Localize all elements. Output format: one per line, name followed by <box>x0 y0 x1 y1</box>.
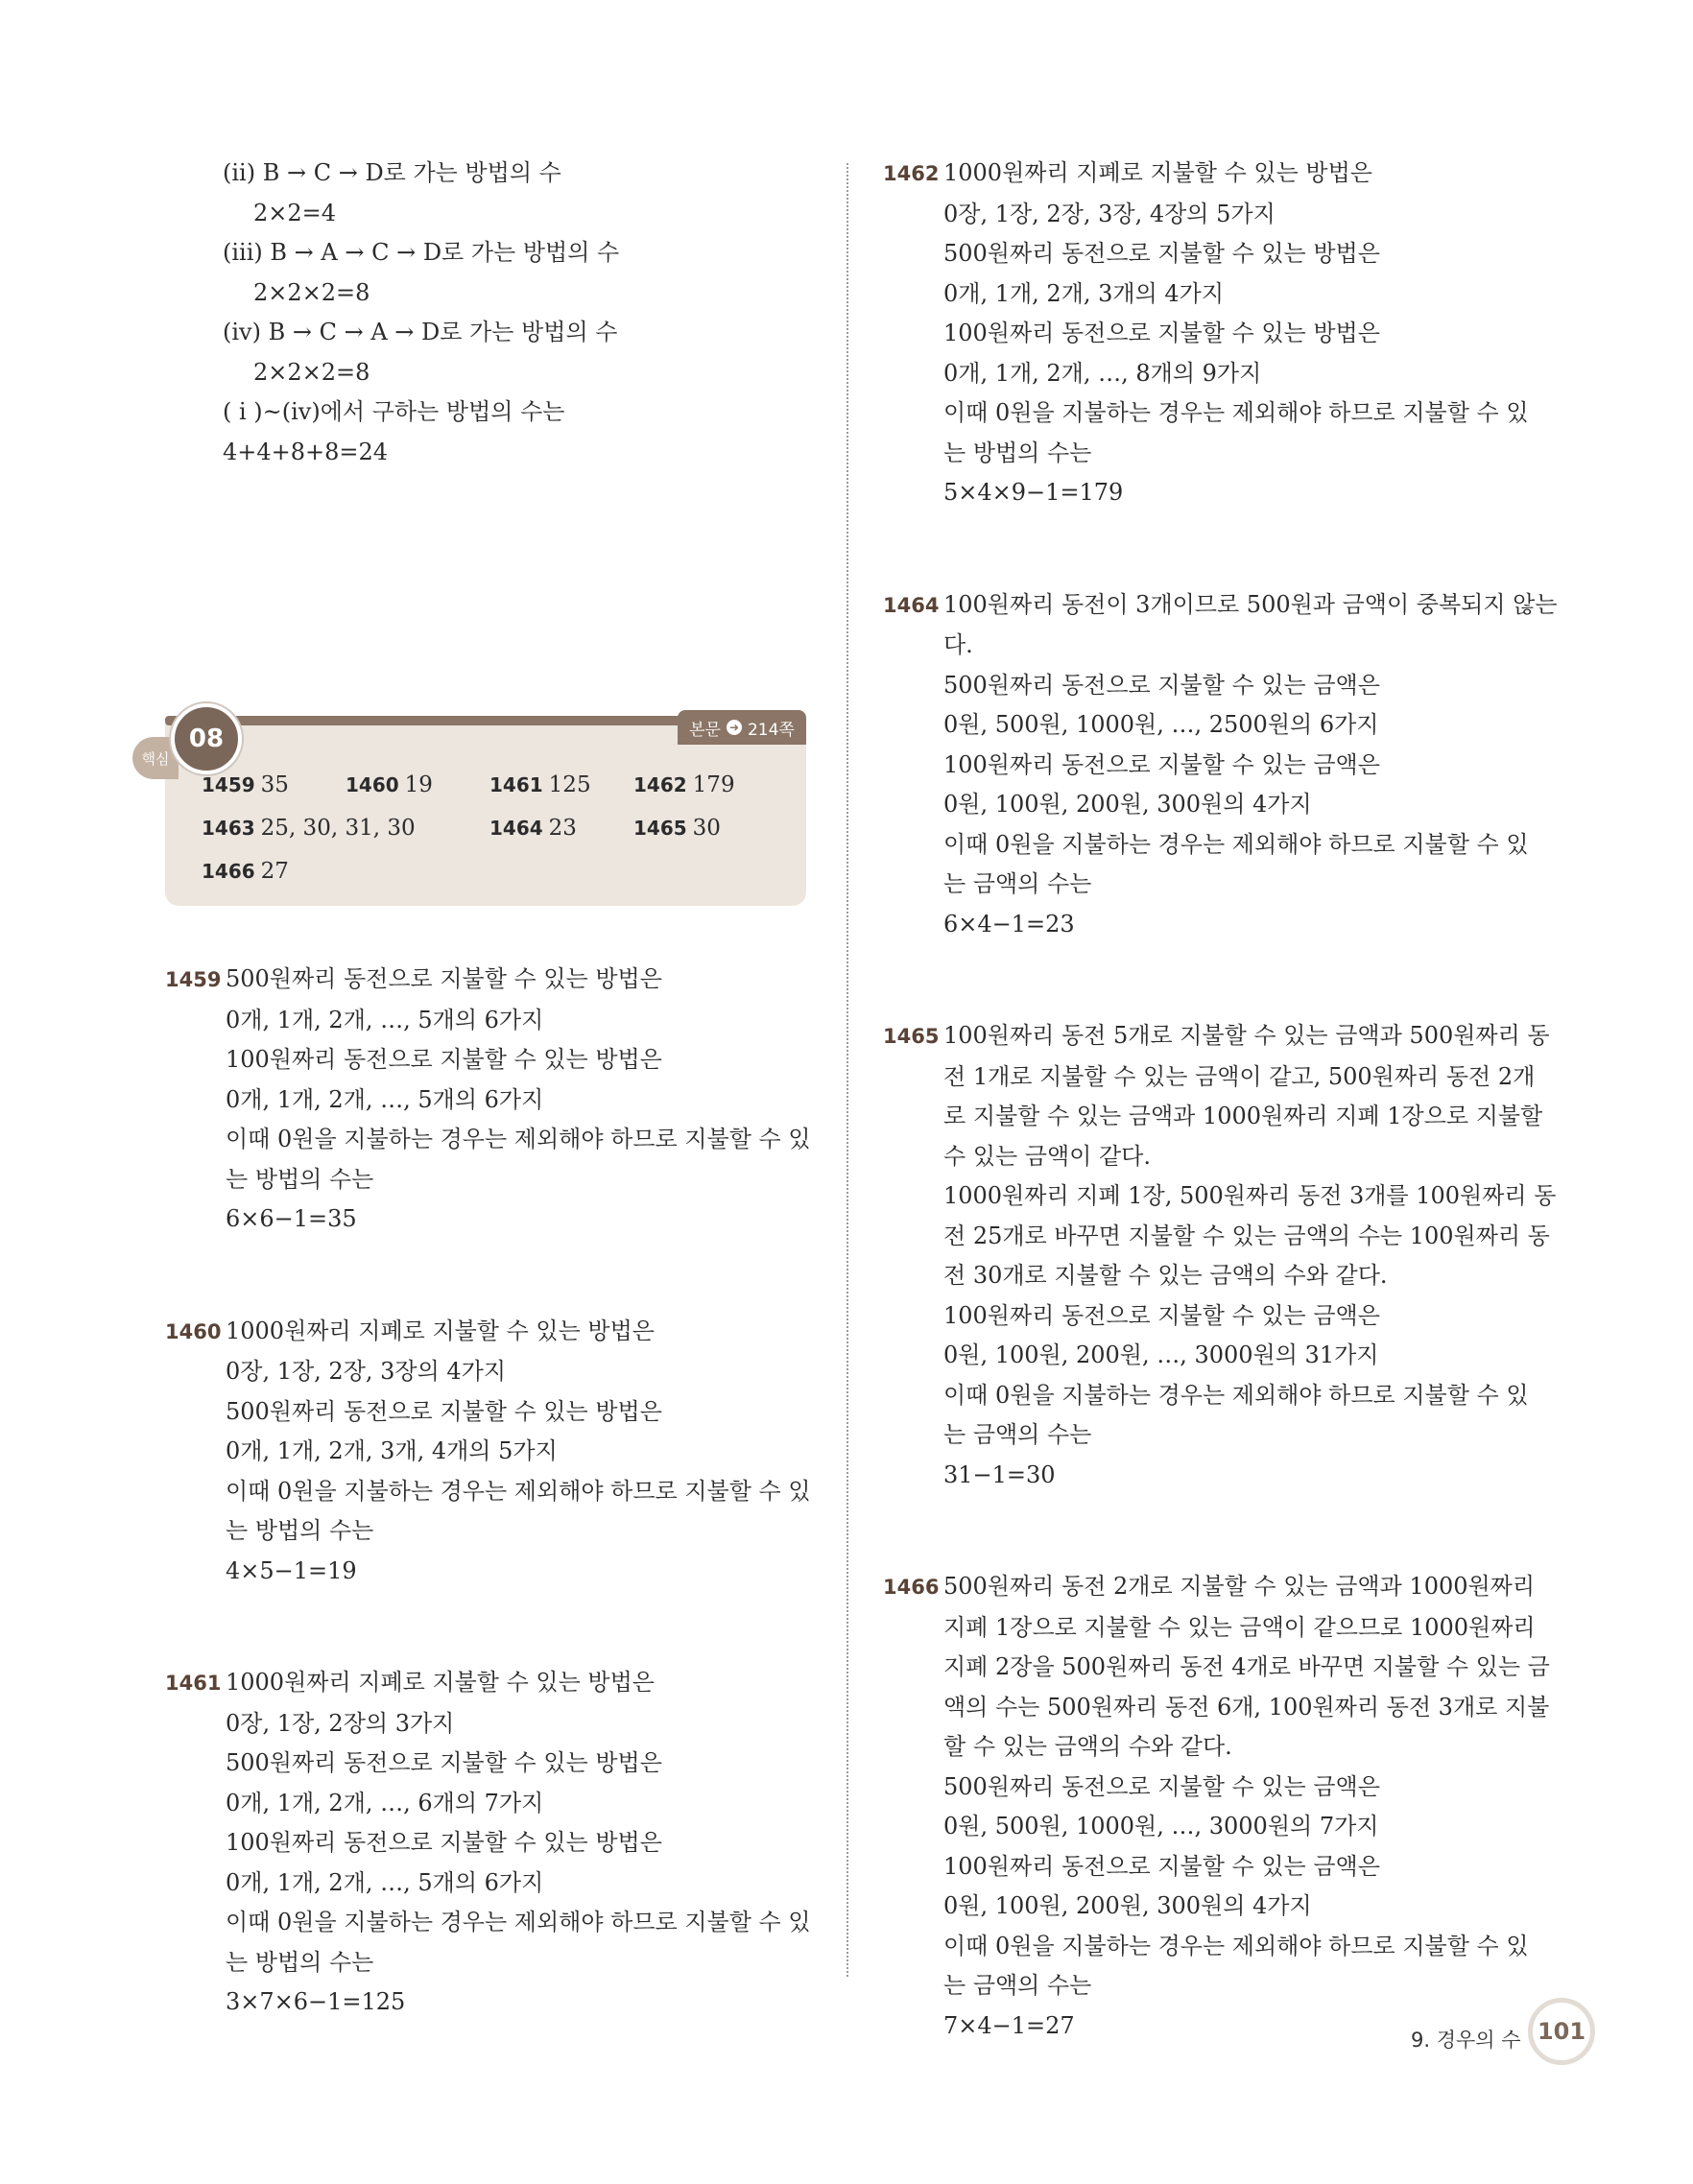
problem-number: 1459 <box>165 968 222 991</box>
text-line: 1000원짜리 지폐 1장, 500원짜리 동전 3개를 100원짜리 동 <box>943 1182 1557 1209</box>
answer-number: 1466 <box>202 860 255 883</box>
text-line: 할 수 있는 금액의 수와 같다. <box>943 1733 1232 1760</box>
text-line: 7×4−1=27 <box>943 2011 1075 2039</box>
answer-item <box>489 807 577 850</box>
answer-item <box>202 850 289 893</box>
text-line: ( i )~(iv)에서 구하는 방법의 수는 <box>223 398 565 425</box>
problem-number: 1461 <box>165 1672 222 1695</box>
text-line: 500원짜리 동전으로 지불할 수 있는 금액은 <box>943 1772 1380 1800</box>
text-line-content: 500원짜리 동전으로 지불할 수 있는 방법은 <box>226 965 662 992</box>
text-line: 는 방법의 수는 <box>226 1517 374 1544</box>
text-line <box>165 1663 818 1704</box>
text-line: 31−1=30 <box>943 1460 1056 1488</box>
text-line: 500원짜리 동전으로 지불할 수 있는 방법은 <box>943 240 1380 267</box>
answer-number: 1459 <box>202 773 255 796</box>
text-line: 4×5−1=19 <box>226 1556 357 1584</box>
text-line: 3×7×6−1=125 <box>226 1988 406 2015</box>
answer-item <box>633 807 721 850</box>
reference-tab <box>678 710 806 745</box>
answer-row <box>202 764 797 807</box>
text-line: 5×4×9−1=179 <box>943 479 1124 506</box>
answer-number: 1462 <box>633 773 687 796</box>
reference-page: 214쪽 <box>747 720 795 740</box>
text-line: 2×2×2=8 <box>253 278 370 306</box>
text-line: (ii) B → C → D로 가는 방법의 수 <box>223 159 561 186</box>
text-line: 6×4−1=23 <box>943 910 1075 938</box>
text-line: 0원, 500원, 1000원, …, 2500원의 6가지 <box>943 711 1379 738</box>
solution-1460 <box>165 1312 818 1592</box>
answer-grid <box>202 764 797 893</box>
text-line: 지폐 1장으로 지불할 수 있는 금액이 같으므로 1000원짜리 <box>943 1613 1536 1641</box>
answer-item <box>489 764 591 807</box>
text-line: 는 방법의 수는 <box>943 439 1092 466</box>
answer-value: 23 <box>548 816 577 841</box>
text-line-content: 500원짜리 동전 2개로 지불할 수 있는 금액과 1000원짜리 <box>943 1573 1536 1600</box>
text-line: 0원, 100원, 200원, 300원의 4가지 <box>943 1892 1312 1919</box>
right-solutions <box>883 154 1558 2046</box>
problem-number: 1460 <box>165 1319 222 1343</box>
solution-1464 <box>883 585 1558 945</box>
text-line: 액의 수는 500원짜리 동전 6개, 100원짜리 동전 3개로 지불 <box>943 1693 1550 1721</box>
text-line: 0개, 1개, 2개, 3개의 4가지 <box>943 279 1225 307</box>
text-line: 다. <box>943 631 973 658</box>
left-top-solution <box>223 154 875 472</box>
solution-1466 <box>883 1567 1550 2046</box>
chapter-label: 9. 경우의 수 <box>1411 2029 1521 2052</box>
text-line: 는 방법의 수는 <box>226 1948 374 1976</box>
problem-number: 1465 <box>883 1025 940 1048</box>
left-solutions <box>165 960 818 2023</box>
text-line: 500원짜리 동전으로 지불할 수 있는 금액은 <box>943 671 1380 699</box>
text-line: (iv) B → C → A → D로 가는 방법의 수 <box>223 319 618 345</box>
text-line: 전 1개로 지불할 수 있는 금액이 같고, 500원짜리 동전 2개 <box>943 1062 1536 1090</box>
text-line: 이때 0원을 지불하는 경우는 제외해야 하므로 지불할 수 있 <box>943 1932 1529 1959</box>
column-divider <box>846 163 848 1977</box>
answer-item <box>633 764 735 807</box>
text-line <box>165 960 818 1001</box>
answer-value: 30 <box>692 816 721 841</box>
text-line: 0원, 500원, 1000원, …, 3000원의 7가지 <box>943 1813 1379 1840</box>
text-line: 2×2=4 <box>253 199 337 226</box>
text-line: 0개, 1개, 2개, …, 6개의 7가지 <box>226 1789 544 1816</box>
text-line-content: 1000원짜리 지폐로 지불할 수 있는 방법은 <box>943 159 1372 186</box>
text-line <box>883 585 1558 627</box>
text-line: 는 금액의 수는 <box>943 870 1092 897</box>
problem-number: 1466 <box>883 1576 940 1599</box>
answer-value: 125 <box>548 772 591 797</box>
badge-side-label: 핵심 <box>132 737 179 779</box>
answer-value: 35 <box>260 772 289 797</box>
arrow-right-icon: ➜ <box>727 720 742 735</box>
solution-1462 <box>883 154 1536 513</box>
answer-value: 25, 30, 31, 30 <box>260 816 416 841</box>
text-line: 500원짜리 동전으로 지불할 수 있는 방법은 <box>226 1749 662 1776</box>
text-line: 0개, 1개, 2개, …, 5개의 6가지 <box>226 1085 544 1113</box>
text-line: 100원짜리 동전으로 지불할 수 있는 방법은 <box>943 320 1380 346</box>
text-line: 전 30개로 지불할 수 있는 금액의 수와 같다. <box>943 1262 1388 1289</box>
text-line <box>883 1567 1536 1608</box>
text-line: 0개, 1개, 2개, …, 5개의 6가지 <box>226 1868 544 1896</box>
problem-number: 1464 <box>883 593 940 617</box>
answer-item <box>202 764 289 807</box>
text-line <box>165 1312 818 1353</box>
text-line: 이때 0원을 지불하는 경우는 제외해야 하므로 지불할 수 있 <box>943 1381 1529 1409</box>
solution-1465 <box>883 1016 1557 1495</box>
text-line-content: 1000원짜리 지폐로 지불할 수 있는 방법은 <box>226 1669 655 1696</box>
solution-1459 <box>165 960 818 1240</box>
text-line: 6×6−1=35 <box>226 1205 357 1232</box>
answer-number: 1461 <box>489 773 543 796</box>
text-line: 이때 0원을 지불하는 경우는 제외해야 하므로 지불할 수 있 <box>226 1477 811 1505</box>
text-line: 100원짜리 동전으로 지불할 수 있는 금액은 <box>943 750 1380 778</box>
text-line: 100원짜리 동전으로 지불할 수 있는 방법은 <box>226 1046 662 1073</box>
text-line-content: 1000원짜리 지폐로 지불할 수 있는 방법은 <box>226 1317 655 1344</box>
problem-number: 1462 <box>883 162 940 185</box>
text-line: 0장, 1장, 2장, 3장, 4장의 5가지 <box>943 200 1276 227</box>
text-line: 로 지불할 수 있는 금액과 1000원짜리 지폐 1장으로 지불할 <box>943 1103 1543 1129</box>
answer-number: 1465 <box>633 817 687 840</box>
text-line-content: 100원짜리 동전이 3개이므로 500원과 금액이 중복되지 않는 <box>943 590 1558 618</box>
answer-number: 1463 <box>202 817 255 840</box>
text-line: 는 방법의 수는 <box>226 1165 374 1193</box>
reference-label: 본문 <box>689 720 721 740</box>
answer-item <box>346 764 433 807</box>
text-line: 0원, 100원, 200원, 300원의 4가지 <box>943 791 1312 818</box>
text-line: 0장, 1장, 2장의 3가지 <box>226 1709 455 1737</box>
text-line: 는 금액의 수는 <box>943 1972 1092 1999</box>
answer-number: 1464 <box>489 817 543 840</box>
text-line: 전 25개로 바꾸면 지불할 수 있는 금액의 수는 100원짜리 동 <box>943 1222 1550 1249</box>
text-line: 0개, 1개, 2개, 3개, 4개의 5가지 <box>226 1437 558 1464</box>
text-line: 수 있는 금액이 같다. <box>943 1142 1151 1170</box>
text-line: 0장, 1장, 2장, 3장의 4가지 <box>226 1358 507 1385</box>
text-line: 500원짜리 동전으로 지불할 수 있는 방법은 <box>226 1397 662 1425</box>
answer-value: 19 <box>404 772 433 797</box>
text-line: 4+4+8+8=24 <box>223 438 389 465</box>
text-line <box>883 154 1536 195</box>
page-number: 101 <box>1528 1998 1595 2065</box>
text-line: 100원짜리 동전으로 지불할 수 있는 방법은 <box>226 1829 662 1856</box>
text-line: (iii) B → A → C → D로 가는 방법의 수 <box>223 239 620 266</box>
text-line: 이때 0원을 지불하는 경우는 제외해야 하므로 지불할 수 있 <box>226 1909 811 1935</box>
answer-value: 27 <box>260 859 289 884</box>
text-line: 이때 0원을 지불하는 경우는 제외해야 하므로 지불할 수 있 <box>943 830 1529 858</box>
text-line: 0개, 1개, 2개, …, 5개의 6가지 <box>226 1006 544 1033</box>
text-line: 이때 0원을 지불하는 경우는 제외해야 하므로 지불할 수 있 <box>226 1126 811 1152</box>
text-line: 는 금액의 수는 <box>943 1421 1092 1448</box>
text-line: 100원짜리 동전으로 지불할 수 있는 금액은 <box>943 1852 1380 1880</box>
answer-value: 179 <box>692 772 735 797</box>
answer-item <box>202 807 416 850</box>
text-line <box>883 1016 1550 1057</box>
text-line: 100원짜리 동전으로 지불할 수 있는 금액은 <box>943 1301 1380 1329</box>
section-number-badge: 08 <box>171 703 242 774</box>
text-line: 2×2×2=8 <box>253 358 370 386</box>
answer-row <box>202 807 797 850</box>
text-line: 이때 0원을 지불하는 경우는 제외해야 하므로 지불할 수 있 <box>943 399 1529 426</box>
answer-row <box>202 850 797 893</box>
solution-1461 <box>165 1663 818 2023</box>
text-line: 0원, 100원, 200원, …, 3000원의 31가지 <box>943 1341 1379 1368</box>
text-line: 0개, 1개, 2개, …, 8개의 9가지 <box>943 359 1262 387</box>
answer-number: 1460 <box>346 773 399 796</box>
text-line-content: 100원짜리 동전 5개로 지불할 수 있는 금액과 500원짜리 동 <box>943 1022 1550 1049</box>
text-line: 지폐 2장을 500원짜리 동전 4개로 바꾸면 지불할 수 있는 금 <box>943 1653 1550 1680</box>
